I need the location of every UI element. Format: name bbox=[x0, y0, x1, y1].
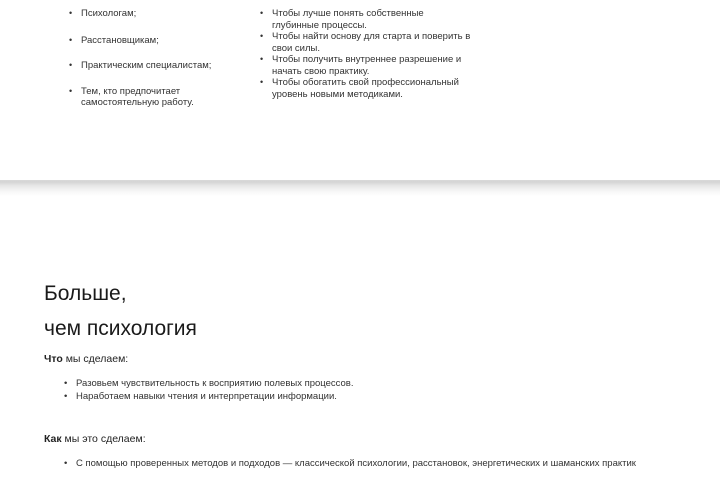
list-item bbox=[258, 31, 473, 54]
list-item-text: Тем, кто предпочитает самостоятельную работу. bbox=[81, 85, 194, 108]
bullet-icon: • bbox=[260, 77, 264, 87]
bullet-icon: • bbox=[64, 378, 68, 389]
list-item-text: Чтобы лучше понять собственные глубинные процессы. bbox=[272, 8, 424, 31]
page-heading-line-2: чем психология bbox=[44, 317, 197, 340]
list-item bbox=[258, 54, 473, 77]
list-item bbox=[67, 60, 242, 72]
page-heading-line-1: Больше, bbox=[44, 282, 127, 305]
list-item-text: Психологам; bbox=[81, 8, 137, 19]
what-label-bold: Что bbox=[44, 353, 63, 365]
list-item bbox=[62, 458, 682, 470]
list-item-text: Чтобы обогатить свой профессиональный уровень новыми методиками. bbox=[272, 77, 459, 100]
list-item-text: Чтобы получить внутреннее разрешение и начать свою практику. bbox=[272, 54, 462, 77]
list-item-text: Разовьем чувствительность к восприятию полевых процессов. bbox=[76, 378, 354, 389]
list-item bbox=[67, 35, 242, 47]
document-page-bottom bbox=[0, 196, 720, 480]
bullet-icon: • bbox=[69, 85, 73, 96]
list-item bbox=[67, 8, 242, 20]
how-list bbox=[62, 458, 682, 470]
page-separator bbox=[0, 180, 720, 196]
list-item-text: С помощью проверенных методов и подходов — классической психологии, расстановок, энергетических и шаманских практик bbox=[76, 458, 636, 469]
list-item-text: Чтобы найти основу для старта и поверить в свои силы. bbox=[272, 31, 471, 54]
bullet-icon: • bbox=[260, 54, 264, 64]
how-label-rest: мы это сделаем: bbox=[61, 433, 146, 445]
what-section-label bbox=[44, 353, 128, 366]
what-label-rest: мы сделаем: bbox=[62, 353, 129, 365]
list-item-text: Расстановщикам; bbox=[81, 34, 159, 46]
list-item-text: Практическим специалистам; bbox=[81, 60, 212, 71]
bullet-icon: • bbox=[260, 8, 264, 18]
list-item bbox=[62, 390, 482, 403]
list-item bbox=[62, 377, 482, 390]
list-item bbox=[258, 77, 473, 100]
bullet-icon: • bbox=[64, 458, 68, 469]
list-item bbox=[67, 86, 242, 109]
bullet-icon: • bbox=[69, 8, 73, 18]
what-list bbox=[62, 377, 482, 403]
bullet-icon: • bbox=[260, 31, 264, 41]
list-item bbox=[258, 8, 473, 31]
how-section-label bbox=[44, 433, 146, 446]
list-item-text: Наработаем навыки чтения и интерпретации информации. bbox=[76, 391, 337, 402]
document-page-top bbox=[0, 0, 720, 180]
goals-list bbox=[258, 8, 473, 100]
audience-list bbox=[67, 8, 242, 123]
bullet-icon: • bbox=[69, 60, 73, 70]
bullet-icon: • bbox=[69, 34, 73, 45]
bullet-icon: • bbox=[64, 391, 68, 402]
how-label-bold: Как bbox=[44, 433, 62, 445]
